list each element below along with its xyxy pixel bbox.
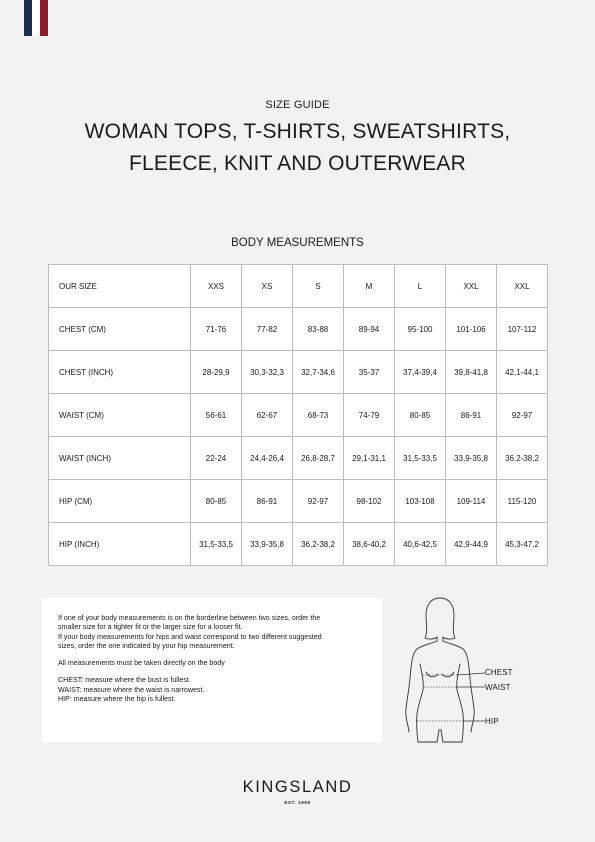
measurement-value: 74-79 <box>344 394 395 437</box>
measurement-value: 86-91 <box>242 480 293 523</box>
table-row <box>49 394 548 437</box>
table-row <box>49 437 548 480</box>
flag-stripe-red <box>40 0 48 36</box>
header-cell: S <box>293 265 344 308</box>
notes-paragraph-on-body: All measurements must be taken directly on the body <box>58 659 225 668</box>
measurement-value: 80-85 <box>395 394 446 437</box>
measurement-value: 29,1-31,1 <box>344 437 395 480</box>
measurement-value: 103-108 <box>395 480 446 523</box>
table-title: BODY MEASUREMENTS <box>231 237 364 249</box>
guide-chest: CHEST: measure where the bust is fullest. <box>58 676 191 685</box>
measurement-value: 40,6-42,5 <box>395 523 446 566</box>
size-table <box>48 264 548 566</box>
measurement-value: 95-100 <box>395 308 446 351</box>
guide-waist: WAIST: measure where the waist is narrowest. <box>58 685 205 694</box>
notes-line: smaller size for a tighter fit or the larger size for a looser fit. <box>58 623 243 632</box>
measurement-value: 22-24 <box>191 437 242 480</box>
measurement-value: 115-120 <box>497 480 548 523</box>
header-cell: XS <box>242 265 293 308</box>
table-row <box>49 480 548 523</box>
flag-stripe-white <box>32 0 40 36</box>
measurement-value: 33,9-35,8 <box>446 437 497 480</box>
measurement-notes <box>42 598 382 742</box>
measurement-value: 36,2-38,2 <box>497 437 548 480</box>
measurement-value: 37,4-39,4 <box>395 351 446 394</box>
header-cell: M <box>344 265 395 308</box>
measurement-value: 45,3-47,2 <box>497 523 548 566</box>
header-cell: XXS <box>191 265 242 308</box>
measurement-value: 77-82 <box>242 308 293 351</box>
measurement-label: WAIST (CM) <box>49 394 191 437</box>
measurement-label: WAIST (INCH) <box>49 437 191 480</box>
page-title-line-1: WOMAN TOPS, T-SHIRTS, SWEATSHIRTS, <box>84 120 511 143</box>
measurement-value: 42,9-44,9 <box>446 523 497 566</box>
chest-label: CHEST <box>485 668 513 677</box>
body-figure <box>395 592 525 752</box>
notes-line: If one of your body measurements is on the borderline between two sizes, order the <box>58 614 321 622</box>
flag-stripes <box>24 0 48 36</box>
measurement-value: 28-29,9 <box>191 351 242 394</box>
header-cell: XXL <box>446 265 497 308</box>
measurement-value: 24,4-26,4 <box>242 437 293 480</box>
hip-label: HIP <box>485 717 499 726</box>
measurement-value: 35-37 <box>344 351 395 394</box>
measurement-value: 36,2-38,2 <box>293 523 344 566</box>
brand-tagline: EST. 1999 <box>284 800 311 805</box>
measurement-value: 107-112 <box>497 308 548 351</box>
measurement-value: 80-85 <box>191 480 242 523</box>
brand-logo: KINGSLAND <box>242 778 353 796</box>
measurement-value: 92-97 <box>293 480 344 523</box>
size-guide-label: SIZE GUIDE <box>265 99 330 111</box>
woman-silhouette-icon <box>395 592 485 752</box>
measurement-value: 71-76 <box>191 308 242 351</box>
measurement-value: 26,8-28,7 <box>293 437 344 480</box>
measurement-value: 89-94 <box>344 308 395 351</box>
measurement-label: HIP (INCH) <box>49 523 191 566</box>
header-cell: XXL <box>497 265 548 308</box>
measurement-value: 101-106 <box>446 308 497 351</box>
measurement-label: CHEST (CM) <box>49 308 191 351</box>
page-title-line-2: FLEECE, KNIT AND OUTERWEAR <box>129 152 466 175</box>
guide-hip: HIP: measure where the hip is fullest. <box>58 695 176 704</box>
measurement-value: 31,5-33,5 <box>191 523 242 566</box>
flag-stripe-navy <box>24 0 32 36</box>
table-header-row <box>49 265 548 308</box>
measurement-value: 83-88 <box>293 308 344 351</box>
measurement-value: 68-73 <box>293 394 344 437</box>
measurement-value: 62-67 <box>242 394 293 437</box>
measurement-value: 32,7-34,6 <box>293 351 344 394</box>
measure-guide <box>58 676 366 704</box>
measurement-value: 39,8-41,8 <box>446 351 497 394</box>
waist-label: WAIST <box>485 683 511 692</box>
measurement-label: CHEST (INCH) <box>49 351 191 394</box>
measurement-value: 33,9-35,8 <box>242 523 293 566</box>
measurement-value: 42,1-44,1 <box>497 351 548 394</box>
measurement-value: 30,3-32,3 <box>242 351 293 394</box>
measurement-value: 92-97 <box>497 394 548 437</box>
notes-paragraph-borderline <box>58 614 366 651</box>
header-cell: L <box>395 265 446 308</box>
notes-line: sizes, order the one indicated by your hip measurement. <box>58 641 235 650</box>
measurement-value: 56-61 <box>191 394 242 437</box>
measurement-value: 31,5-33,5 <box>395 437 446 480</box>
measurement-value: 86-91 <box>446 394 497 437</box>
page-title <box>0 116 595 180</box>
measurement-label: HIP (CM) <box>49 480 191 523</box>
measurement-value: 109-114 <box>446 480 497 523</box>
table-row <box>49 308 548 351</box>
measurement-value: 98-102 <box>344 480 395 523</box>
table-row <box>49 523 548 566</box>
notes-line: If your body measurements for hips and waist correspond to two different suggested <box>58 632 322 641</box>
measurement-value: 38,6-40,2 <box>344 523 395 566</box>
table-body <box>49 308 548 566</box>
table-row <box>49 351 548 394</box>
header-cell: OUR SIZE <box>49 265 191 308</box>
